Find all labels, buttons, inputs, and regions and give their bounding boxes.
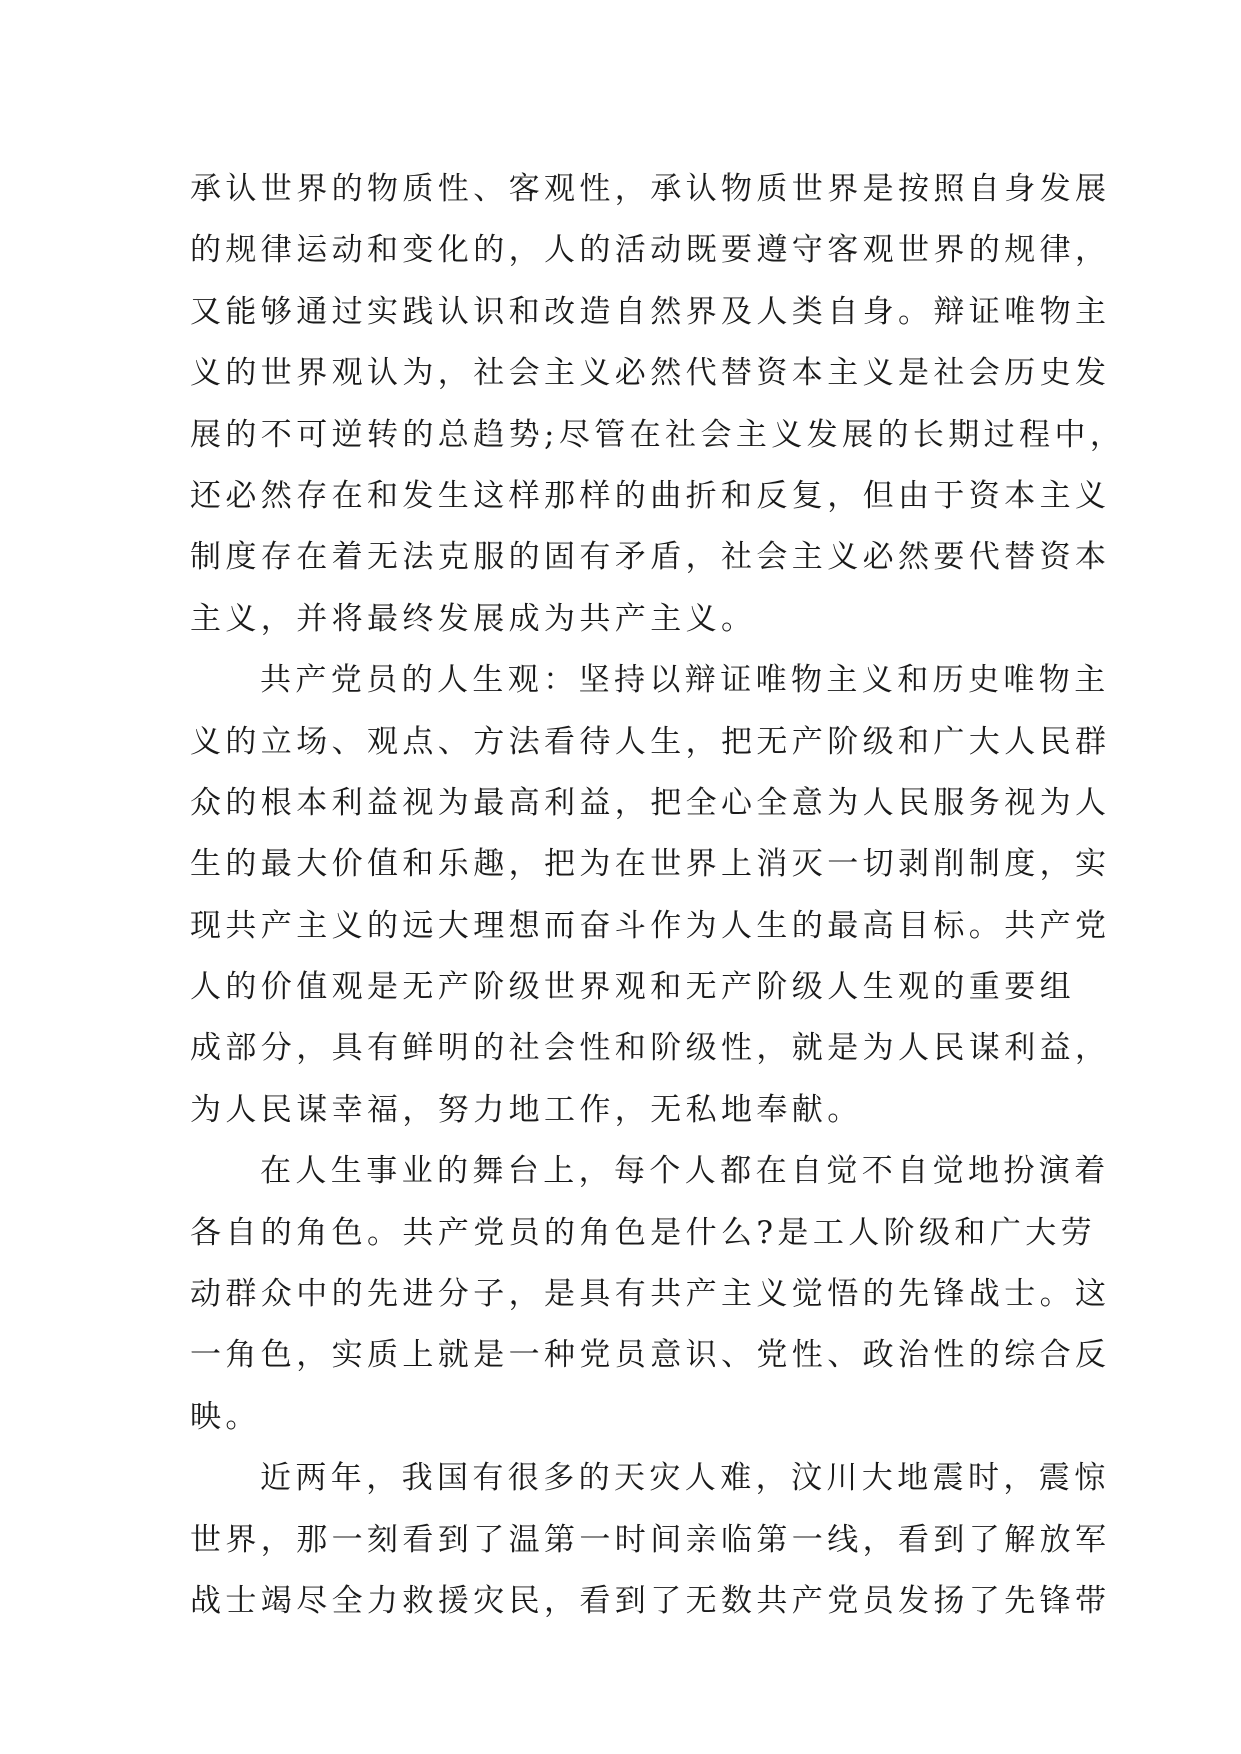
text-line: 共产党员的人生观：坚持以辩证唯物主义和历史唯物主	[260, 662, 1110, 699]
text-line: 在人生事业的舞台上，每个人都在自觉不自觉地扮演着	[260, 1153, 1110, 1190]
text-line: 展的不可逆转的总趋势;尽管在社会主义发展的长期过程中，	[190, 416, 1126, 453]
text-line: 又能够通过实践认识和改造自然界及人类自身。辩证唯物主	[190, 293, 1111, 330]
text-line: 义的世界观认为，社会主义必然代替资本主义是社会历史发	[190, 355, 1111, 392]
text-line: 义的立场、观点、方法看待人生，把无产阶级和广大人民群	[190, 723, 1111, 760]
text-line: 近两年，我国有很多的天灾人难，汶川大地震时，震惊	[260, 1460, 1110, 1497]
text-line: 制度存在着无法克服的固有矛盾，社会主义必然要代替资本	[190, 539, 1111, 576]
paragraph-2	[190, 650, 1111, 1141]
text-line: 战士竭尽全力救援灾民，看到了无数共产党员发扬了先锋带	[190, 1582, 1111, 1619]
text-line: 一角色，实质上就是一种党员意识、党性、政治性的综合反	[190, 1337, 1111, 1374]
text-line: 人的价值观是无产阶级世界观和无产阶级人生观的重要组	[190, 969, 1075, 1006]
text-line: 成部分，具有鲜明的社会性和阶级性，就是为人民谋利益，	[190, 1030, 1111, 1067]
text-line: 主义，并将最终发展成为共产主义。	[190, 600, 757, 637]
text-line: 动群众中的先进分子，是具有共产主义觉悟的先锋战士。这	[190, 1276, 1111, 1313]
text-line: 生的最大价值和乐趣，把为在世界上消灭一切剥削制度，实	[190, 846, 1111, 883]
text-line: 众的根本利益视为最高利益，把全心全意为人民服务视为人	[190, 784, 1111, 821]
document-body	[190, 159, 1126, 1632]
text-line: 的规律运动和变化的，人的活动既要遵守客观世界的规律，	[190, 232, 1111, 269]
text-line: 为人民谋幸福，努力地工作，无私地奉献。	[190, 1091, 863, 1128]
text-line: 还必然存在和发生这样那样的曲折和反复，但由于资本主义	[190, 477, 1111, 514]
text-line: 世界，那一刻看到了温第一时间亲临第一线，看到了解放军	[190, 1521, 1111, 1558]
text-line: 承认世界的物质性、客观性，承认物质世界是按照自身发展	[190, 171, 1111, 207]
text-line: 各自的角色。共产党员的角色是什么?是工人阶级和广大劳	[190, 1214, 1097, 1251]
paragraph-3	[190, 1141, 1111, 1448]
paragraph-4	[190, 1448, 1111, 1632]
text-line: 映。	[190, 1398, 261, 1435]
text-line: 现共产主义的远大理想而奋斗作为人生的最高目标。共产党	[190, 907, 1111, 944]
paragraph-1	[190, 159, 1126, 650]
